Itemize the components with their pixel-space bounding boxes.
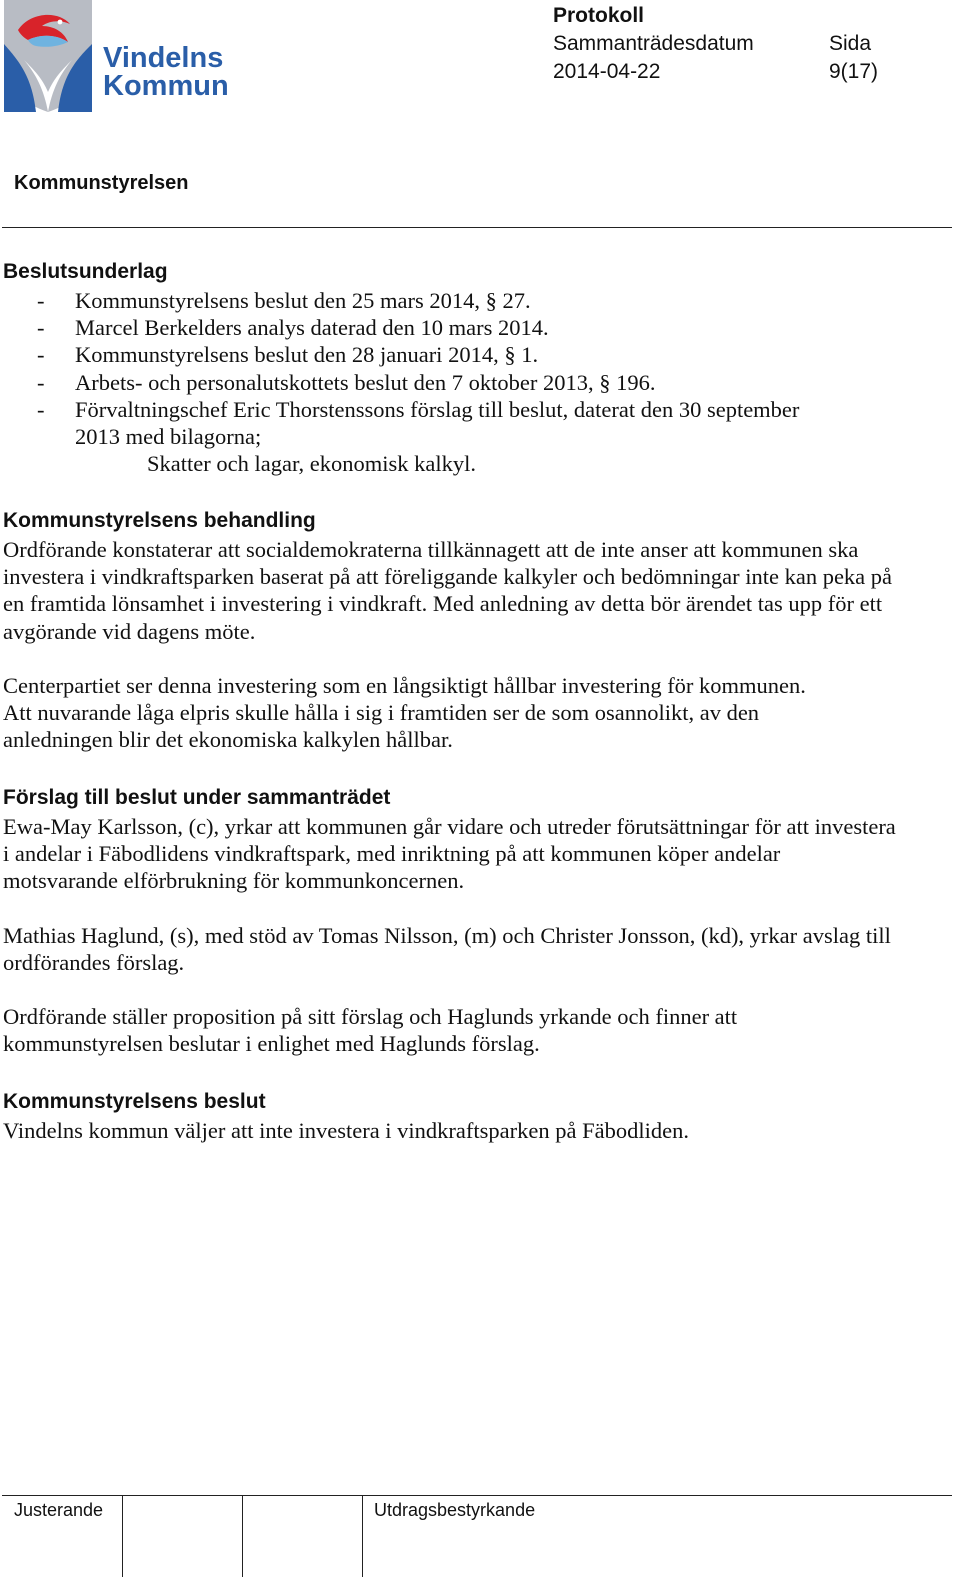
list-item-text: Kommunstyrelsens beslut den 25 mars 2014, § 27.	[75, 288, 531, 313]
list-item-text: Arbets- och personalutskottets beslut den 7 oktober 2013, § 196.	[75, 369, 656, 395]
handling-heading: Kommunstyrelsens behandling	[3, 509, 316, 532]
decision-basis-list	[3, 287, 903, 477]
board-name: Kommunstyrelsen	[14, 172, 189, 194]
municipality-logo	[2, 0, 242, 112]
proposal-paragraph-1: Ewa-May Karlsson, (c), yrkar att kommunen går vidare och utreder förutsättningar för att investera i andelar i Fäbodlidens vindkraftspark, med inriktning på att kommunen köper andelar motsvarande elförbrukning för kommunkoncernen.	[3, 814, 896, 894]
header-divider	[2, 227, 952, 228]
proposals-heading: Förslag till beslut under sammanträdet	[3, 786, 391, 809]
adjusting-signature-cell	[123, 1496, 243, 1577]
page-number: 9(17)	[829, 60, 879, 83]
signature-footer	[2, 1495, 952, 1577]
certification-label: Utdragsbestyrkande	[374, 1500, 536, 1520]
list-item: - Arbets- och personalutskottets beslut den 7 oktober 2013, § 196.	[37, 369, 656, 395]
attachments-line	[3, 450, 903, 477]
list-item: - Marcel Berkelders analys daterad den 10 mars 2014.	[37, 315, 549, 341]
attachments-text: Skatter och lagar, ekonomisk kalkyl.	[147, 451, 477, 477]
meeting-date-label: Sammanträdesdatum	[553, 32, 754, 55]
logo-line-1: Vindelns	[103, 42, 224, 74]
document-type-title: Protokoll	[553, 4, 645, 27]
proposal-paragraph-2: Mathias Haglund, (s), med stöd av Tomas Nilsson, (m) och Christer Jonsson, (kd), yrkar avslag till ordförandes förslag.	[3, 923, 891, 976]
handling-paragraph-2: Centerpartiet ser denna investering som en långsiktigt hållbar investering för kommunen. Att nuvarande låga elpris skulle hålla i sig i framtiden ser de som osannolikt, av den anledningen blir det ekonomiska kalkylen hållbar.	[3, 673, 806, 753]
list-item-text: Kommunstyrelsens beslut den 28 januari 2014, § 1.	[75, 342, 539, 368]
adjusting-signature-cell	[243, 1496, 363, 1577]
fish-river-shield-icon	[2, 0, 98, 112]
list-item: - Kommunstyrelsens beslut den 25 mars 2014, § 27.	[37, 288, 531, 313]
page-label: Sida	[829, 32, 872, 55]
adjusting-label: Justerande	[14, 1500, 104, 1520]
list-item-text: Förvaltningschef Eric Thorstenssons förslag till beslut, daterat den 30 september 2013 med bilagorna;	[75, 396, 800, 450]
logo-line-2: Kommun	[103, 70, 229, 102]
decision-heading: Kommunstyrelsens beslut	[3, 1090, 266, 1113]
list-item: - Förvaltningschef Eric Thorstenssons förslag till beslut, daterat den 30 september 2013 med bilagorna;	[37, 396, 800, 450]
decision-text: Vindelns kommun väljer att inte investera i vindkraftsparken på Fäbodliden.	[3, 1118, 689, 1143]
meeting-date-value: 2014-04-22	[553, 60, 661, 83]
list-item-text: Marcel Berkelders analys daterad den 10 mars 2014.	[75, 315, 549, 341]
decision-basis-heading: Beslutsunderlag	[3, 260, 168, 283]
proposal-paragraph-3: Ordförande ställer proposition på sitt förslag och Haglunds yrkande och finner att kommunstyrelsen beslutar i enlighet med Haglunds förslag.	[3, 1004, 738, 1057]
list-item: - Kommunstyrelsens beslut den 28 januari 2014, § 1.	[37, 342, 539, 368]
handling-paragraph-1: Ordförande konstaterar att socialdemokraterna tillkännagett att de inte anser att kommunen ska investera i vindkraftsparken baserat på att föreliggande kalkyler och bedömningar inte kan peka på en framtida lönsamhet i investering i vindkraft. Med anledning av detta bör ärendet tas upp för ett avgörande vid dagens möte.	[3, 537, 893, 644]
